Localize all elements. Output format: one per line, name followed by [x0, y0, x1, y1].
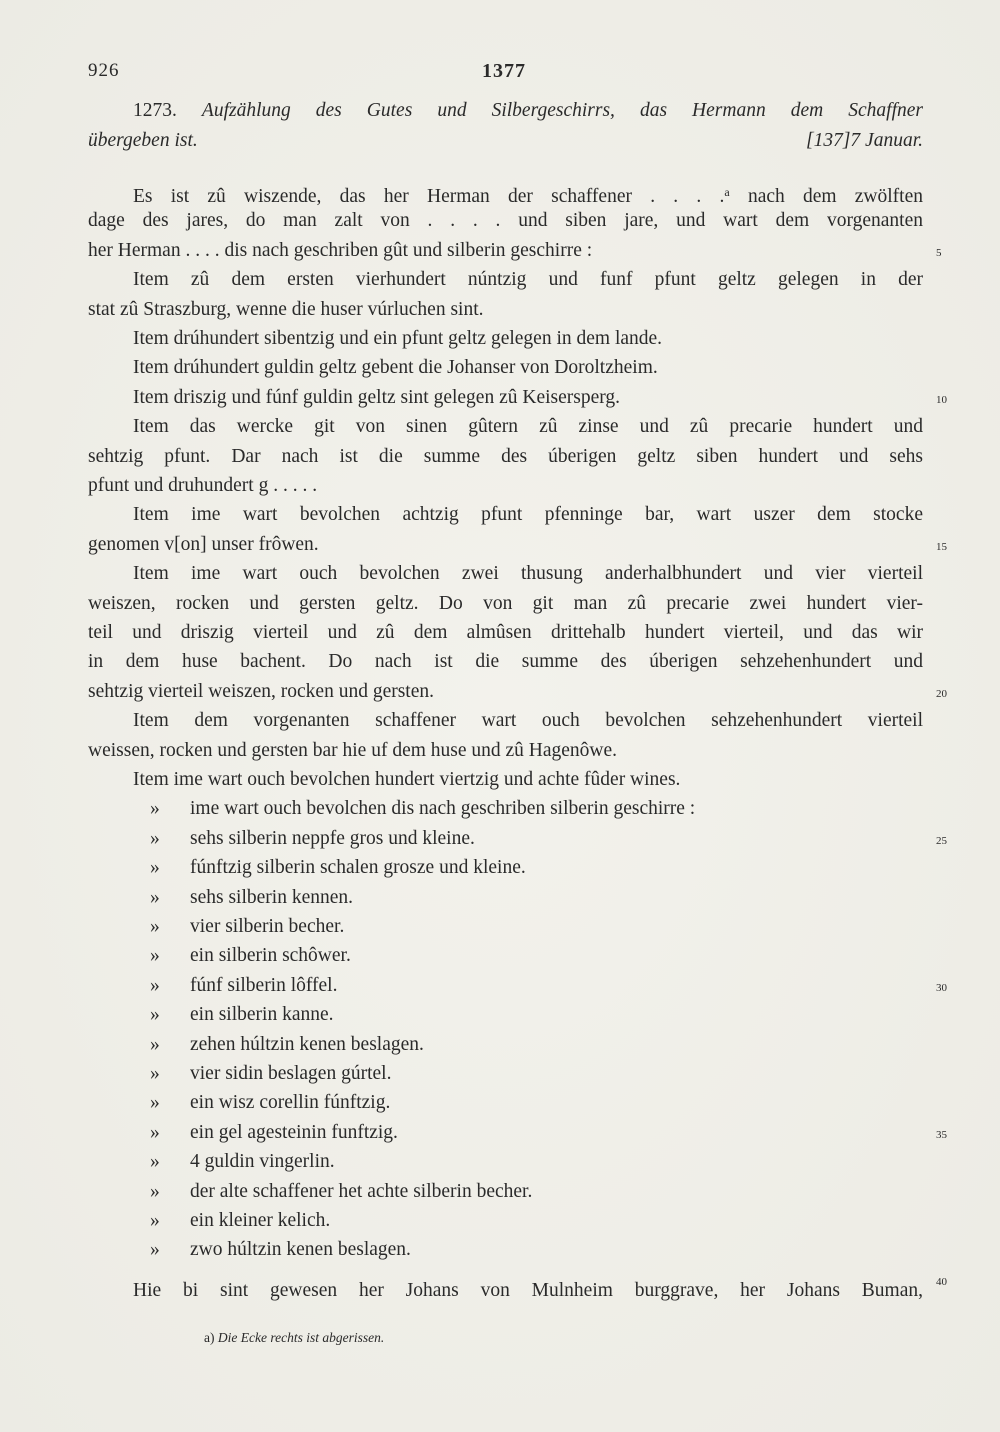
text-line — [133, 354, 923, 382]
text-line-content: in dem huse bachent. Do nach ist die summe des úberigen sehzehenhundert und — [88, 651, 923, 673]
margin-line-number: 40 — [936, 1275, 947, 1288]
ditto-mark: » — [150, 1092, 160, 1114]
ditto-mark: » — [150, 945, 160, 967]
text-line-continuation: nach dem zwölften — [729, 186, 923, 207]
list-item-text: sehs silberin kennen. — [190, 886, 354, 908]
ditto-mark: » — [150, 1004, 160, 1026]
text-line — [88, 531, 923, 559]
text-line — [133, 325, 923, 353]
text-line — [88, 590, 923, 618]
text-line-content: Item drúhundert guldin geltz gebent die Johanser von Doroltzheim. — [133, 357, 658, 379]
ditto-mark: » — [150, 1180, 160, 1202]
margin-line-number: 10 — [936, 393, 947, 406]
text-line-content: Item driszig und fúnf guldin geltz sint gelegen zû Keisersperg. — [133, 386, 621, 408]
list-item — [150, 972, 337, 1000]
list-item-text: ime wart ouch bevolchen dis nach geschriben silberin geschirre : — [190, 798, 696, 820]
text-line-content: Item zû dem ersten vierhundert núntzig und funf pfunt geltz gelegen in der — [133, 269, 923, 291]
list-item — [150, 884, 353, 912]
list-item — [150, 854, 526, 882]
list-item-text: ein wisz corellin fúnftzig. — [190, 1092, 391, 1114]
text-line-content: pfunt und druhundert g . . . . . — [88, 475, 318, 496]
text-line-content: Item ime wart ouch bevolchen hundert viertzig und achte fûder wines. — [133, 769, 681, 790]
footnote-text: Die Ecke rechts ist abgerissen. — [217, 1330, 385, 1345]
ditto-mark: » — [150, 1033, 160, 1055]
text-line-content: Item drúhundert sibentzig und ein pfunt geltz gelegen in dem lande. — [133, 328, 663, 349]
text-line — [88, 472, 923, 500]
footnote — [204, 1330, 384, 1346]
text-line — [133, 384, 923, 412]
text-line-content: her Herman . . . . dis nach geschriben gût und silberin geschirre : — [88, 239, 593, 261]
footnote-mark: a) — [204, 1330, 215, 1345]
text-line — [88, 443, 923, 471]
text-line-content: Item das wercke git von sinen gûtern zû zinse und zû precarie hundert und — [133, 416, 923, 438]
year-heading: 1377 — [482, 60, 526, 82]
text-line — [133, 413, 923, 441]
text-line — [88, 619, 923, 647]
list-item — [150, 1148, 335, 1176]
ditto-mark: » — [150, 1121, 160, 1143]
list-item — [150, 825, 475, 853]
list-item-text: fúnftzig silberin schalen grosze und kleine. — [190, 857, 526, 879]
text-line-content: dage des jares, do man zalt von . . . . und siben jare, und wart dem vorgenanten — [88, 210, 923, 232]
list-item-text: zehen húltzin kenen beslagen. — [190, 1033, 424, 1055]
text-line-content: sehtzig pfunt. Dar nach ist die summe des úberigen geltz siben hundert und sehs — [88, 445, 923, 467]
entry-number: 1273. — [133, 100, 177, 121]
footnote-reference: a — [724, 185, 730, 199]
margin-line-number: 25 — [936, 834, 947, 847]
text-line — [88, 296, 923, 324]
closing-line-text: Hie bi sint gewesen her Johans von Mulnheim burggrave, her Johans Buman, — [133, 1280, 923, 1301]
list-item — [150, 942, 351, 970]
text-line — [133, 501, 923, 529]
list-item — [150, 1031, 424, 1059]
margin-line-number: 15 — [936, 540, 947, 553]
list-item-text: fúnf silberin lôffel. — [190, 974, 338, 996]
ditto-mark: » — [150, 974, 160, 996]
text-line-content: Es ist zû wiszende, das her Herman der schaffener . . . .$^a$ nach dem zwölften — [133, 185, 923, 207]
list-item-text: der alte schaffener het achte silberin becher. — [190, 1180, 533, 1202]
list-item — [150, 913, 344, 941]
text-line — [133, 560, 923, 588]
ditto-mark: » — [150, 886, 160, 908]
ditto-mark: » — [150, 1210, 160, 1231]
list-item-text: ein silberin schôwer. — [190, 945, 351, 967]
text-line-content: genomen v[on] unser frôwen. — [88, 533, 319, 555]
entry-title-line-2 — [88, 127, 923, 155]
text-line — [88, 678, 923, 706]
list-item-text: ein gel agesteinin funftzig. — [190, 1121, 398, 1143]
page-number: 926 — [88, 60, 120, 81]
ditto-mark: » — [150, 827, 160, 849]
list-item-text: zwo húltzin kenen beslagen. — [190, 1239, 411, 1261]
text-line — [88, 737, 923, 765]
entry-title-continued: übergeben ist. — [88, 130, 198, 151]
entry-date: [137]7 Januar. — [805, 130, 923, 151]
text-line — [133, 178, 923, 211]
margin-line-number: 5 — [936, 246, 942, 259]
list-item — [150, 1060, 391, 1088]
text-line-content: Item ime wart ouch bevolchen zwei thusung anderhalbhundert und vier vierteil — [133, 563, 923, 585]
list-item — [150, 1119, 398, 1147]
margin-line-number: 20 — [936, 687, 947, 700]
list-item-text: vier silberin becher. — [190, 916, 345, 937]
list-item-text: ein silberin kanne. — [190, 1004, 334, 1026]
text-line-content: weissen, rocken und gersten bar hie uf dem huse und zû Hagenôwe. — [88, 739, 618, 761]
list-item-text: sehs silberin neppfe gros und kleine. — [190, 827, 475, 849]
text-line — [133, 766, 923, 794]
text-line — [88, 207, 923, 235]
ditto-mark: » — [150, 1151, 160, 1173]
margin-line-number: 35 — [936, 1128, 947, 1141]
text-line — [133, 266, 923, 294]
text-line — [88, 648, 923, 676]
list-item — [150, 1001, 334, 1029]
text-line-content: Item dem vorgenanten schaffener wart ouch bevolchen sehzehenhundert vierteil — [133, 710, 923, 732]
list-item — [150, 1178, 532, 1206]
ditto-mark: » — [150, 1239, 160, 1261]
closing-line — [133, 1277, 923, 1305]
text-line-content: sehtzig vierteil weiszen, rocken und gersten. — [88, 680, 435, 702]
margin-line-number: 30 — [936, 981, 947, 994]
entry-title: Aufzählung des Gutes und Silbergeschirrs, das Hermann dem Schaffner — [201, 100, 923, 121]
list-item-text: 4 guldin vingerlin. — [190, 1151, 335, 1173]
text-line — [133, 707, 923, 735]
ditto-mark: » — [150, 798, 160, 820]
list-item-text: ein kleiner kelich. — [190, 1210, 331, 1231]
ditto-mark: » — [150, 1063, 160, 1084]
entry-title-line-1 — [133, 97, 923, 125]
ditto-mark: » — [150, 916, 160, 937]
list-item — [150, 1236, 411, 1264]
text-line-content: weiszen, rocken und gersten geltz. Do von git man zû precarie zwei hundert vier- — [88, 592, 923, 614]
text-line-content: stat zû Straszburg, wenne die huser vúrluchen sint. — [88, 298, 484, 320]
list-item — [150, 1089, 390, 1117]
text-line-content: Item ime wart bevolchen achtzig pfunt pfenninge bar, wart uszer dem stocke — [133, 504, 923, 526]
ditto-mark: » — [150, 857, 160, 879]
list-item — [150, 1207, 330, 1235]
list-item-text: vier sidin beslagen gúrtel. — [190, 1063, 392, 1084]
text-line-content: teil und driszig vierteil und zû dem almûsen drittehalb hundert vierteil, und das wir — [88, 622, 923, 643]
list-item — [150, 795, 695, 823]
text-line — [88, 237, 923, 265]
